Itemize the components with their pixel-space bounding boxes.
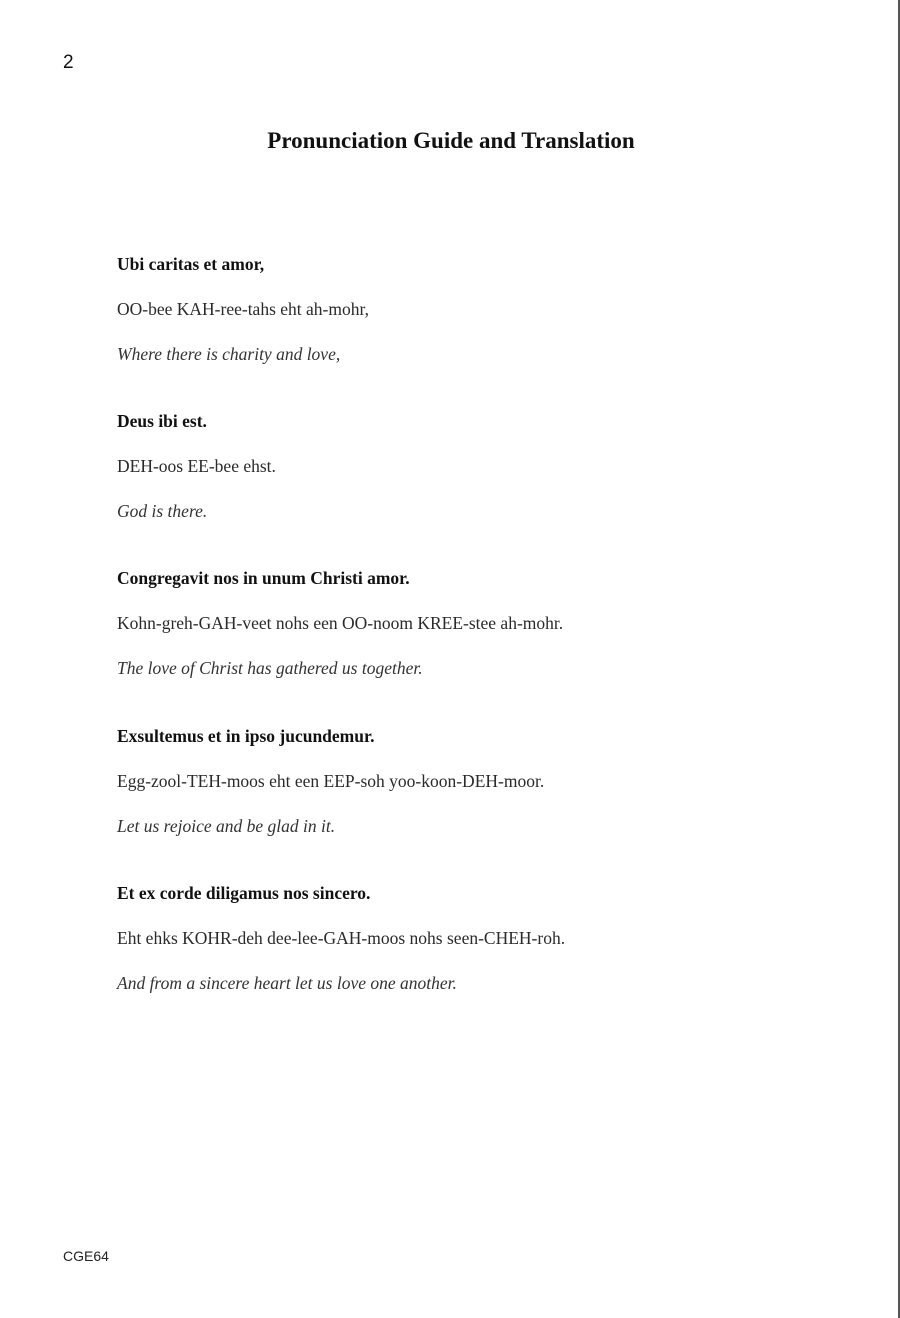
translation-text: Where there is charity and love, <box>117 344 341 364</box>
translation-text: The love of Christ has gathered us together. <box>117 658 423 678</box>
latin-text: Deus ibi est. <box>117 411 207 431</box>
translation-text: God is there. <box>117 501 208 521</box>
latin-text: Congregavit nos in unum Christi amor. <box>117 568 410 588</box>
pronunciation-text: DEH-oos EE-bee ehst. <box>117 456 276 476</box>
pronunciation-text: Kohn-greh-GAH-veet nohs een OO-noom KREE-stee ah-mohr. <box>117 613 564 633</box>
pronunciation-text: Egg-zool-TEH-moos eht een EEP-soh yoo-koon-DEH-moor. <box>117 771 545 791</box>
pronunciation-text: OO-bee KAH-ree-tahs eht ah-mohr, <box>117 299 369 319</box>
latin-text: Et ex corde diligamus nos sincero. <box>117 883 371 903</box>
pronunciation-text: Eht ehks KOHR-deh dee-lee-GAH-moos nohs seen-CHEH-roh. <box>117 928 566 948</box>
translation-text: And from a sincere heart let us love one another. <box>117 973 457 993</box>
latin-text: Exsultemus et in ipso jucundemur. <box>117 726 375 746</box>
page-number: 2 <box>63 52 74 73</box>
translation-text: Let us rejoice and be glad in it. <box>117 816 336 836</box>
latin-text: Ubi caritas et amor, <box>117 254 265 274</box>
page-title: Pronunciation Guide and Translation <box>267 128 635 153</box>
catalog-code: CGE64 <box>63 1248 109 1264</box>
